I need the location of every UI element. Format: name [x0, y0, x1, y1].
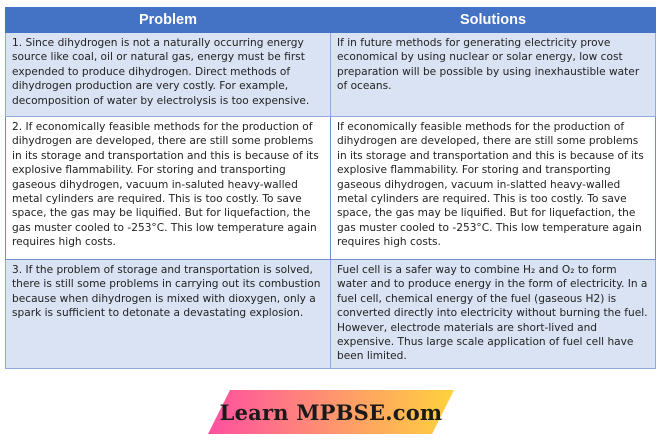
problem-cell: 3. If the problem of storage and transportation is solved, there is still some problems in carrying out its combustion because when dihydrogen is mixed with dioxygen, only a spark is sufficient to detonate a devastating explosion. — [6, 260, 331, 369]
table-row — [6, 117, 656, 260]
banner-text: Learn MPBSE.com — [219, 399, 443, 425]
learn-mpbse-banner[interactable] — [208, 390, 454, 434]
problem-cell: 2. If economically feasible methods for the production of dihydrogen are developed, there are still some problems in its storage and transportation and this is because of its explosive flammability. For storing and transporting gaseous dihydrogen, vacuum in-saluted heavy-walled metal cylinders are required. This is too costly. To save space, the gas may be liquified. But for liquefaction, the gas muster cooled to -253°C. This low temperature again requires high costs. — [6, 117, 331, 260]
header-problem: Problem — [6, 8, 331, 33]
problem-cell: 1. Since dihydrogen is not a naturally occurring energy source like coal, oil or natural gas, energy must be first expended to produce dihydrogen. Direct methods of dihydrogen production are very costly. For example, decomposition of water by electrolysis is too expensive. — [6, 33, 331, 117]
solution-cell: If economically feasible methods for the production of dihydrogen are developed, there are still some problems in its storage and transportation and this is because of its explosive flammability. For storing and transporting gaseous dihydrogen, vacuum in-slatted heavy-walled metal cylinders are required. This is too costly. To save space, the gas may be liquified. But for liquefaction, the gas muster cooled to -253°C. This low temperature again requires high costs. — [331, 117, 656, 260]
header-solutions: Solutions — [331, 8, 656, 33]
table-header-row — [6, 8, 656, 33]
solution-cell: If in future methods for generating electricity prove economical by using nuclear or solar energy, low cost preparation will be possible by using inexhaustible water of oceans. — [331, 33, 656, 117]
table-row — [6, 260, 656, 369]
table-row — [6, 33, 656, 117]
problem-solution-table — [5, 7, 656, 369]
solution-cell: Fuel cell is a safer way to combine H₂ and O₂ to form water and to produce energy in the form of electricity. In a fuel cell, chemical energy of the fuel (gaseous H2) is converted directly into electricity without burning the fuel. However, electrode materials are short-lived and expensive. Thus large scale application of fuel cell have been limited. — [331, 260, 656, 369]
